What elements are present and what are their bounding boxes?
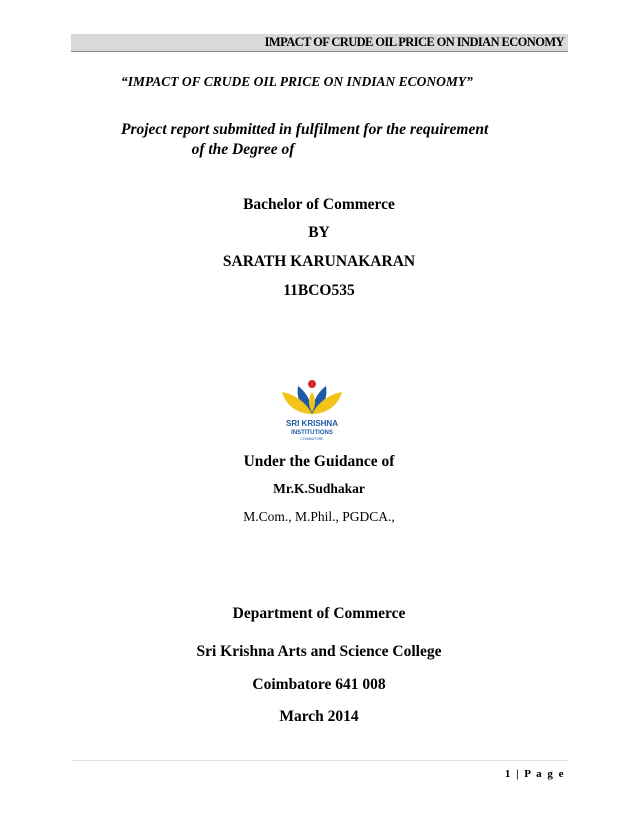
logo-text-sri-krishna: SRI KRISHNA — [285, 419, 339, 428]
guide-qualifications: M.Com., M.Phil., PGDCA., — [243, 509, 395, 524]
submission-statement-line-1: Project report submitted in fulfilment for the requirement — [121, 121, 489, 138]
logo-text-coimbatore: COIMBATORE — [300, 437, 324, 441]
city-pincode: Coimbatore 641 008 — [252, 676, 386, 693]
guide-name: Mr.K.Sudhakar — [273, 481, 365, 496]
running-header — [71, 34, 568, 52]
department-name: Department of Commerce — [232, 605, 406, 622]
page-number: 1 | P a g e — [504, 768, 565, 780]
submission-date: March 2014 — [279, 708, 359, 725]
quoted-project-title: “IMPACT OF CRUDE OIL PRICE ON INDIAN ECONOMY” — [121, 74, 473, 89]
logo-text-institutions: INSTITUTIONS — [291, 430, 333, 436]
by-label: BY — [308, 224, 330, 241]
submission-statement-line-2: of the Degree of — [191, 141, 295, 158]
footer-divider — [71, 760, 568, 761]
sri-krishna-institutions-logo — [272, 376, 352, 444]
lotus-emblem-icon — [282, 380, 342, 414]
running-header-title: IMPACT OF CRUDE OIL PRICE ON INDIAN ECONOMY — [264, 35, 564, 49]
author-name: SARATH KARUNAKARAN — [222, 253, 416, 270]
college-name: Sri Krishna Arts and Science College — [196, 643, 442, 660]
degree-name: Bachelor of Commerce — [243, 196, 395, 213]
register-number: 11BCO535 — [283, 282, 355, 299]
guidance-heading: Under the Guidance of — [243, 453, 395, 470]
